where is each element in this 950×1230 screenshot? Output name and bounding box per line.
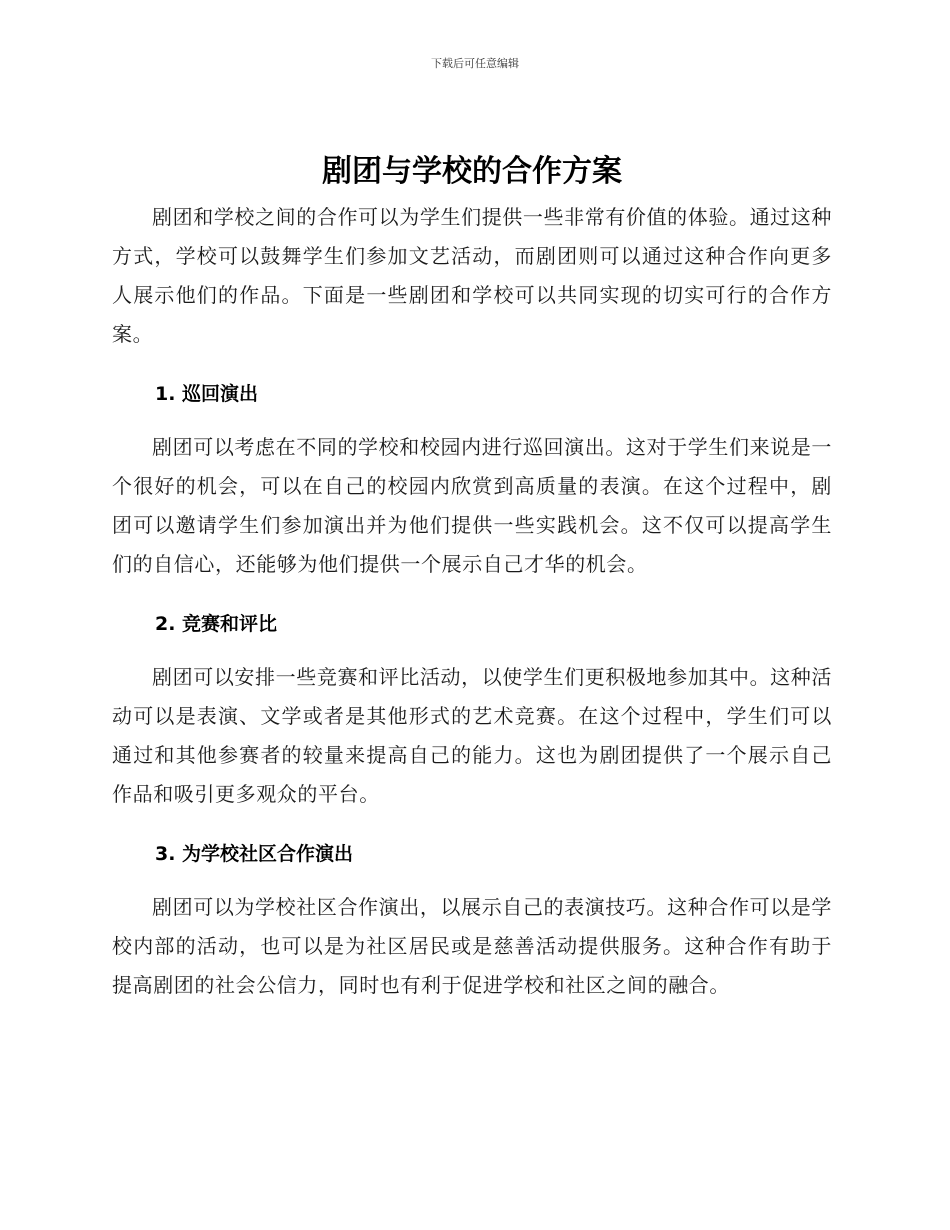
section-paragraph: 剧团可以考虑在不同的学校和校园内进行巡回演出。这对于学生们来说是一个很好的机会，可以在自己的校园内欣赏到高质量的表演。在这个过程中，剧团可以邀请学生们参加演出并为他们提供一些实践机会。这不仅可以提高学生们的自信心，还能够为他们提供一个展示自己才华的机会。 — [112, 435, 832, 576]
document-title: 剧团与学校的合作方案 — [322, 154, 622, 189]
intro-paragraph: 剧团和学校之间的合作可以为学生们提供一些非常有价值的体验。通过这种方式，学校可以鼓舞学生们参加文艺活动，而剧团则可以通过这种合作向更多人展示他们的作品。下面是一些剧团和学校可以共同实现的切实可行的合作方案。 — [112, 205, 832, 346]
section-paragraph: 剧团可以安排一些竞赛和评比活动，以使学生们更积极地参加其中。这种活动可以是表演、文学或者是其他形式的艺术竞赛。在这个过程中，学生们可以通过和其他参赛者的较量来提高自己的能力。这也为剧团提供了一个展示自己作品和吸引更多观众的平台。 — [112, 665, 832, 806]
header-note: 下载后可任意编辑 — [431, 57, 519, 70]
section-heading: 3. 为学校社区合作演出 — [155, 843, 354, 865]
document-body — [112, 150, 832, 1005]
section-2 — [112, 610, 832, 814]
section-paragraph: 剧团可以为学校社区合作演出，以展示自己的表演技巧。这种合作可以是学校内部的活动，也可以是为社区居民或是慈善活动提供服务。这种合作有助于提高剧团的社会公信力，同时也有利于促进学校和社区之间的融合。 — [112, 895, 832, 997]
section-heading: 2. 竞赛和评比 — [155, 613, 278, 635]
section-heading: 1. 巡回演出 — [155, 383, 259, 405]
section-1 — [112, 380, 832, 584]
section-3 — [112, 840, 832, 1005]
